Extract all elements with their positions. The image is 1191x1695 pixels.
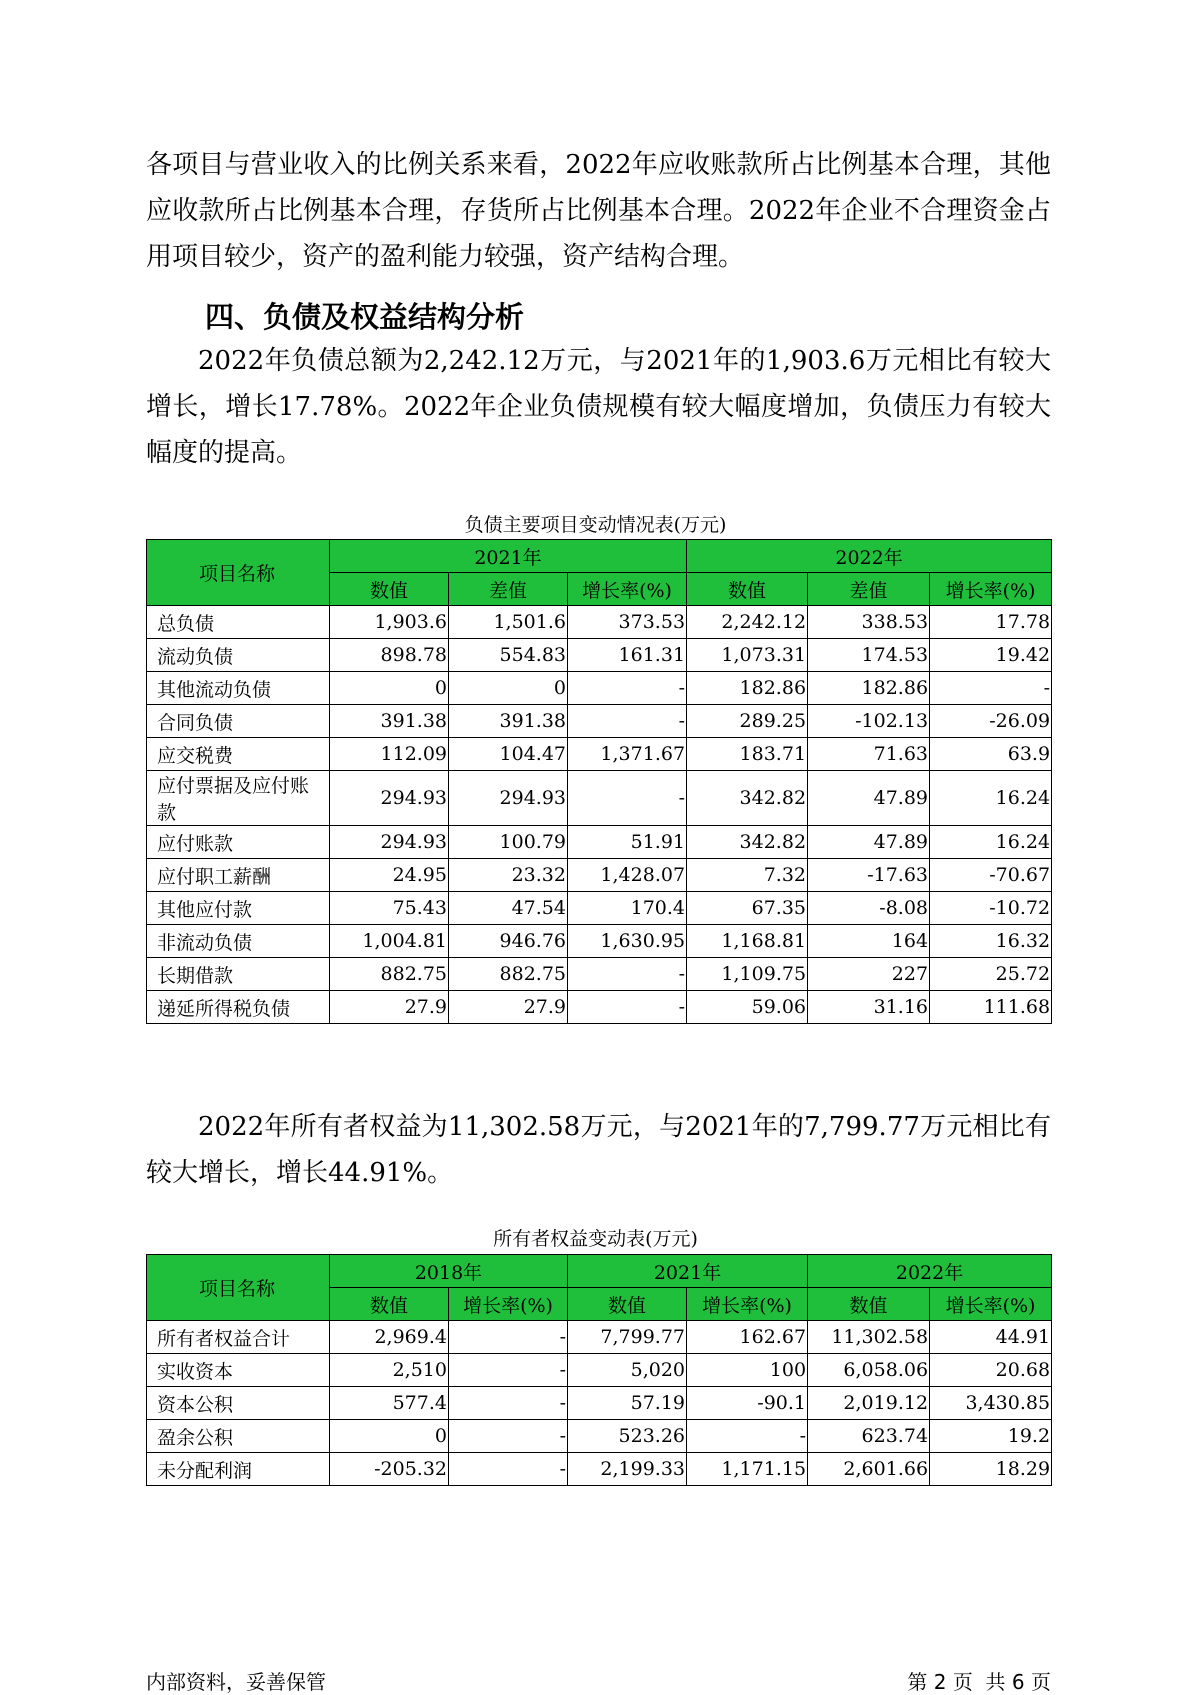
equity-table-cell: 1,171.15 (687, 1453, 808, 1486)
equity-table-row-name: 实收资本 (147, 1354, 330, 1387)
liability-table-cell: - (568, 958, 687, 991)
liability-table-cell: 2,242.12 (687, 606, 808, 639)
liability-table-cell: 342.82 (687, 826, 808, 859)
liability-table-cell: 946.76 (449, 925, 568, 958)
liability-table-cell: 882.75 (449, 958, 568, 991)
liability-table-cell: 182.86 (687, 672, 808, 705)
equity-table-cell: - (449, 1321, 568, 1354)
liability-year-header: 2022年 (687, 540, 1052, 573)
liability-table-cell: 0 (330, 672, 449, 705)
liability-table-cell: 294.93 (330, 771, 449, 826)
liability-table-row (147, 771, 1052, 826)
liability-table-row (147, 925, 1052, 958)
equity-table-row-name: 未分配利润 (147, 1453, 330, 1486)
liability-table-cell: 1,501.6 (449, 606, 568, 639)
equity-year-header: 2018年 (330, 1255, 568, 1288)
equity-year-header: 2022年 (808, 1255, 1052, 1288)
liability-table-cell: 27.9 (449, 991, 568, 1024)
equity-table-cell: 5,020 (568, 1354, 687, 1387)
liability-table-cell: 1,630.95 (568, 925, 687, 958)
equity-table-cell: 3,430.85 (930, 1387, 1052, 1420)
equity-table-cell: - (687, 1420, 808, 1453)
liability-table-cell: 16.24 (930, 771, 1052, 826)
equity-table-cell: -205.32 (330, 1453, 449, 1486)
equity-table-cell: 623.74 (808, 1420, 930, 1453)
liability-table-row (147, 892, 1052, 925)
liability-table-cell: 17.78 (930, 606, 1052, 639)
liability-table-cell: 1,371.67 (568, 738, 687, 771)
liability-table-cell: 1,903.6 (330, 606, 449, 639)
liability-table-row-name: 合同负债 (147, 705, 330, 738)
equity-name-header: 项目名称 (147, 1255, 330, 1321)
equity-table-row-name: 所有者权益合计 (147, 1321, 330, 1354)
liability-table-cell: 289.25 (687, 705, 808, 738)
liability-table-row-name: 总负债 (147, 606, 330, 639)
equity-table-cell: 6,058.06 (808, 1354, 930, 1387)
liability-table-row (147, 859, 1052, 892)
equity-table-row (147, 1453, 1052, 1486)
liability-table-row-name: 流动负债 (147, 639, 330, 672)
liability-table-caption: 负债主要项目变动情况表(万元) (464, 514, 727, 536)
liability-table-row-name: 长期借款 (147, 958, 330, 991)
liability-table-cell: 51.91 (568, 826, 687, 859)
liability-table-row-name: 其他流动负债 (147, 672, 330, 705)
liability-sub-header: 数值 (687, 573, 808, 606)
equity-table-cell: 2,199.33 (568, 1453, 687, 1486)
liability-table-row-name: 应付票据及应付账款 (147, 771, 330, 826)
liability-table-cell: 111.68 (930, 991, 1052, 1024)
equity-year-header: 2021年 (568, 1255, 808, 1288)
liability-table-cell: 391.38 (449, 705, 568, 738)
liability-table-cell: 338.53 (808, 606, 930, 639)
liability-table-cell: -10.72 (930, 892, 1052, 925)
intro-paragraph: 各项目与营业收入的比例关系来看，2022年应收账款所占比例基本合理，其他应收款所占比例基本合理，存货所占比例基本合理。2022年企业不合理资金占用项目较少，资产的盈利能力较强，资产结构合理。 (146, 150, 1051, 272)
liability-table-cell: 19.42 (930, 639, 1052, 672)
equity-table-cell: 20.68 (930, 1354, 1052, 1387)
liability-sub-header: 数值 (330, 573, 449, 606)
liability-table-cell: 1,073.31 (687, 639, 808, 672)
liability-table-cell: 47.89 (808, 826, 930, 859)
liability-table-cell: 1,109.75 (687, 958, 808, 991)
liability-sub-header: 增长率(%) (568, 573, 687, 606)
liability-table-cell: 554.83 (449, 639, 568, 672)
liability-table-cell: -102.13 (808, 705, 930, 738)
liability-table-row-name: 应付职工薪酬 (147, 859, 330, 892)
liability-table-cell: 100.79 (449, 826, 568, 859)
liability-table-row (147, 705, 1052, 738)
liability-table-row (147, 606, 1052, 639)
liability-table-row (147, 958, 1052, 991)
liability-table-cell: -70.67 (930, 859, 1052, 892)
liability-table-cell: - (568, 705, 687, 738)
liability-table-cell: 112.09 (330, 738, 449, 771)
section-heading: 四、负债及权益结构分析 (205, 300, 525, 334)
liability-table-row (147, 639, 1052, 672)
liability-paragraph: 2022年负债总额为2,242.12万元，与2021年的1,903.6万元相比有较大增长，增长17.78%。2022年企业负债规模有较大幅度增加，负债压力有较大幅度的提高。 (146, 346, 1051, 468)
equity-sub-header: 增长率(%) (930, 1288, 1052, 1321)
liability-table-cell: 63.9 (930, 738, 1052, 771)
equity-table-row-name: 资本公积 (147, 1387, 330, 1420)
equity-table-cell: 2,510 (330, 1354, 449, 1387)
liability-table-cell: 104.47 (449, 738, 568, 771)
equity-sub-header: 增长率(%) (687, 1288, 808, 1321)
liability-table-row-name: 非流动负债 (147, 925, 330, 958)
liability-table-cell: - (930, 672, 1052, 705)
liability-table (146, 539, 1052, 1024)
equity-table-cell: - (449, 1354, 568, 1387)
footer-page-number: 第 2 页 共 6 页 (907, 1670, 1051, 1694)
equity-table-cell: 2,969.4 (330, 1321, 449, 1354)
liability-table-cell: 0 (449, 672, 568, 705)
liability-table-cell: -8.08 (808, 892, 930, 925)
liability-table-cell: 898.78 (330, 639, 449, 672)
liability-table-row (147, 738, 1052, 771)
equity-table-row-name: 盈余公积 (147, 1420, 330, 1453)
equity-table-caption: 所有者权益变动表(万元) (493, 1228, 698, 1250)
liability-table-cell: 71.63 (808, 738, 930, 771)
liability-table-cell: 1,428.07 (568, 859, 687, 892)
equity-sub-header: 增长率(%) (449, 1288, 568, 1321)
liability-table-cell: 294.93 (449, 771, 568, 826)
equity-table-cell: 2,019.12 (808, 1387, 930, 1420)
liability-table-row-name: 应付账款 (147, 826, 330, 859)
equity-sub-header: 数值 (808, 1288, 930, 1321)
liability-table-cell: 1,168.81 (687, 925, 808, 958)
liability-table-cell: 882.75 (330, 958, 449, 991)
equity-table-cell: - (449, 1453, 568, 1486)
liability-name-header: 项目名称 (147, 540, 330, 606)
liability-table-cell: 59.06 (687, 991, 808, 1024)
equity-table-cell: 11,302.58 (808, 1321, 930, 1354)
equity-paragraph: 2022年所有者权益为11,302.58万元，与2021年的7,799.77万元相比有较大增长，增长44.91%。 (146, 1112, 1051, 1188)
liability-table-cell: 24.95 (330, 859, 449, 892)
liability-table-cell: 294.93 (330, 826, 449, 859)
equity-table (146, 1254, 1052, 1486)
liability-table-cell: - (568, 771, 687, 826)
liability-table-cell: 174.53 (808, 639, 930, 672)
equity-table-cell: 7,799.77 (568, 1321, 687, 1354)
liability-table-cell: 391.38 (330, 705, 449, 738)
liability-sub-header: 增长率(%) (930, 573, 1052, 606)
liability-table-cell: -17.63 (808, 859, 930, 892)
liability-table-cell: 25.72 (930, 958, 1052, 991)
liability-table-cell: - (568, 991, 687, 1024)
liability-table-row-name: 递延所得税负债 (147, 991, 330, 1024)
liability-table-cell: 31.16 (808, 991, 930, 1024)
liability-table-cell: 170.4 (568, 892, 687, 925)
liability-table-cell: 16.32 (930, 925, 1052, 958)
liability-sub-header: 差值 (449, 573, 568, 606)
footer-confidential-note: 内部资料，妥善保管 (146, 1670, 326, 1694)
liability-table-cell: 182.86 (808, 672, 930, 705)
liability-table-cell: 1,004.81 (330, 925, 449, 958)
equity-table-cell: 162.67 (687, 1321, 808, 1354)
equity-sub-header: 数值 (568, 1288, 687, 1321)
equity-table-cell: 44.91 (930, 1321, 1052, 1354)
equity-table-cell: - (449, 1420, 568, 1453)
liability-table-cell: 7.32 (687, 859, 808, 892)
liability-table-cell: 16.24 (930, 826, 1052, 859)
liability-year-header: 2021年 (330, 540, 687, 573)
liability-table-cell: 342.82 (687, 771, 808, 826)
liability-table-cell: 47.89 (808, 771, 930, 826)
liability-table-cell: 75.43 (330, 892, 449, 925)
liability-table-cell: 27.9 (330, 991, 449, 1024)
liability-table-cell: 373.53 (568, 606, 687, 639)
liability-table-row (147, 826, 1052, 859)
liability-table-row (147, 672, 1052, 705)
equity-table-cell: 57.19 (568, 1387, 687, 1420)
equity-table-cell: 2,601.66 (808, 1453, 930, 1486)
equity-table-cell: 100 (687, 1354, 808, 1387)
liability-table-cell: - (568, 672, 687, 705)
equity-table-cell: 523.26 (568, 1420, 687, 1453)
liability-table-cell: 227 (808, 958, 930, 991)
liability-table-row-name: 应交税费 (147, 738, 330, 771)
equity-sub-header: 数值 (330, 1288, 449, 1321)
equity-table-row (147, 1354, 1052, 1387)
liability-table-cell: 164 (808, 925, 930, 958)
equity-table-row (147, 1420, 1052, 1453)
liability-table-cell: 67.35 (687, 892, 808, 925)
liability-table-cell: -26.09 (930, 705, 1052, 738)
liability-table-row (147, 991, 1052, 1024)
equity-table-cell: -90.1 (687, 1387, 808, 1420)
liability-table-row-name: 其他应付款 (147, 892, 330, 925)
equity-table-cell: 0 (330, 1420, 449, 1453)
liability-table-cell: 161.31 (568, 639, 687, 672)
liability-table-cell: 47.54 (449, 892, 568, 925)
liability-table-cell: 183.71 (687, 738, 808, 771)
equity-table-cell: 18.29 (930, 1453, 1052, 1486)
equity-table-row (147, 1321, 1052, 1354)
equity-table-row (147, 1387, 1052, 1420)
equity-table-cell: 19.2 (930, 1420, 1052, 1453)
equity-table-cell: - (449, 1387, 568, 1420)
liability-sub-header: 差值 (808, 573, 930, 606)
equity-table-cell: 577.4 (330, 1387, 449, 1420)
liability-table-cell: 23.32 (449, 859, 568, 892)
